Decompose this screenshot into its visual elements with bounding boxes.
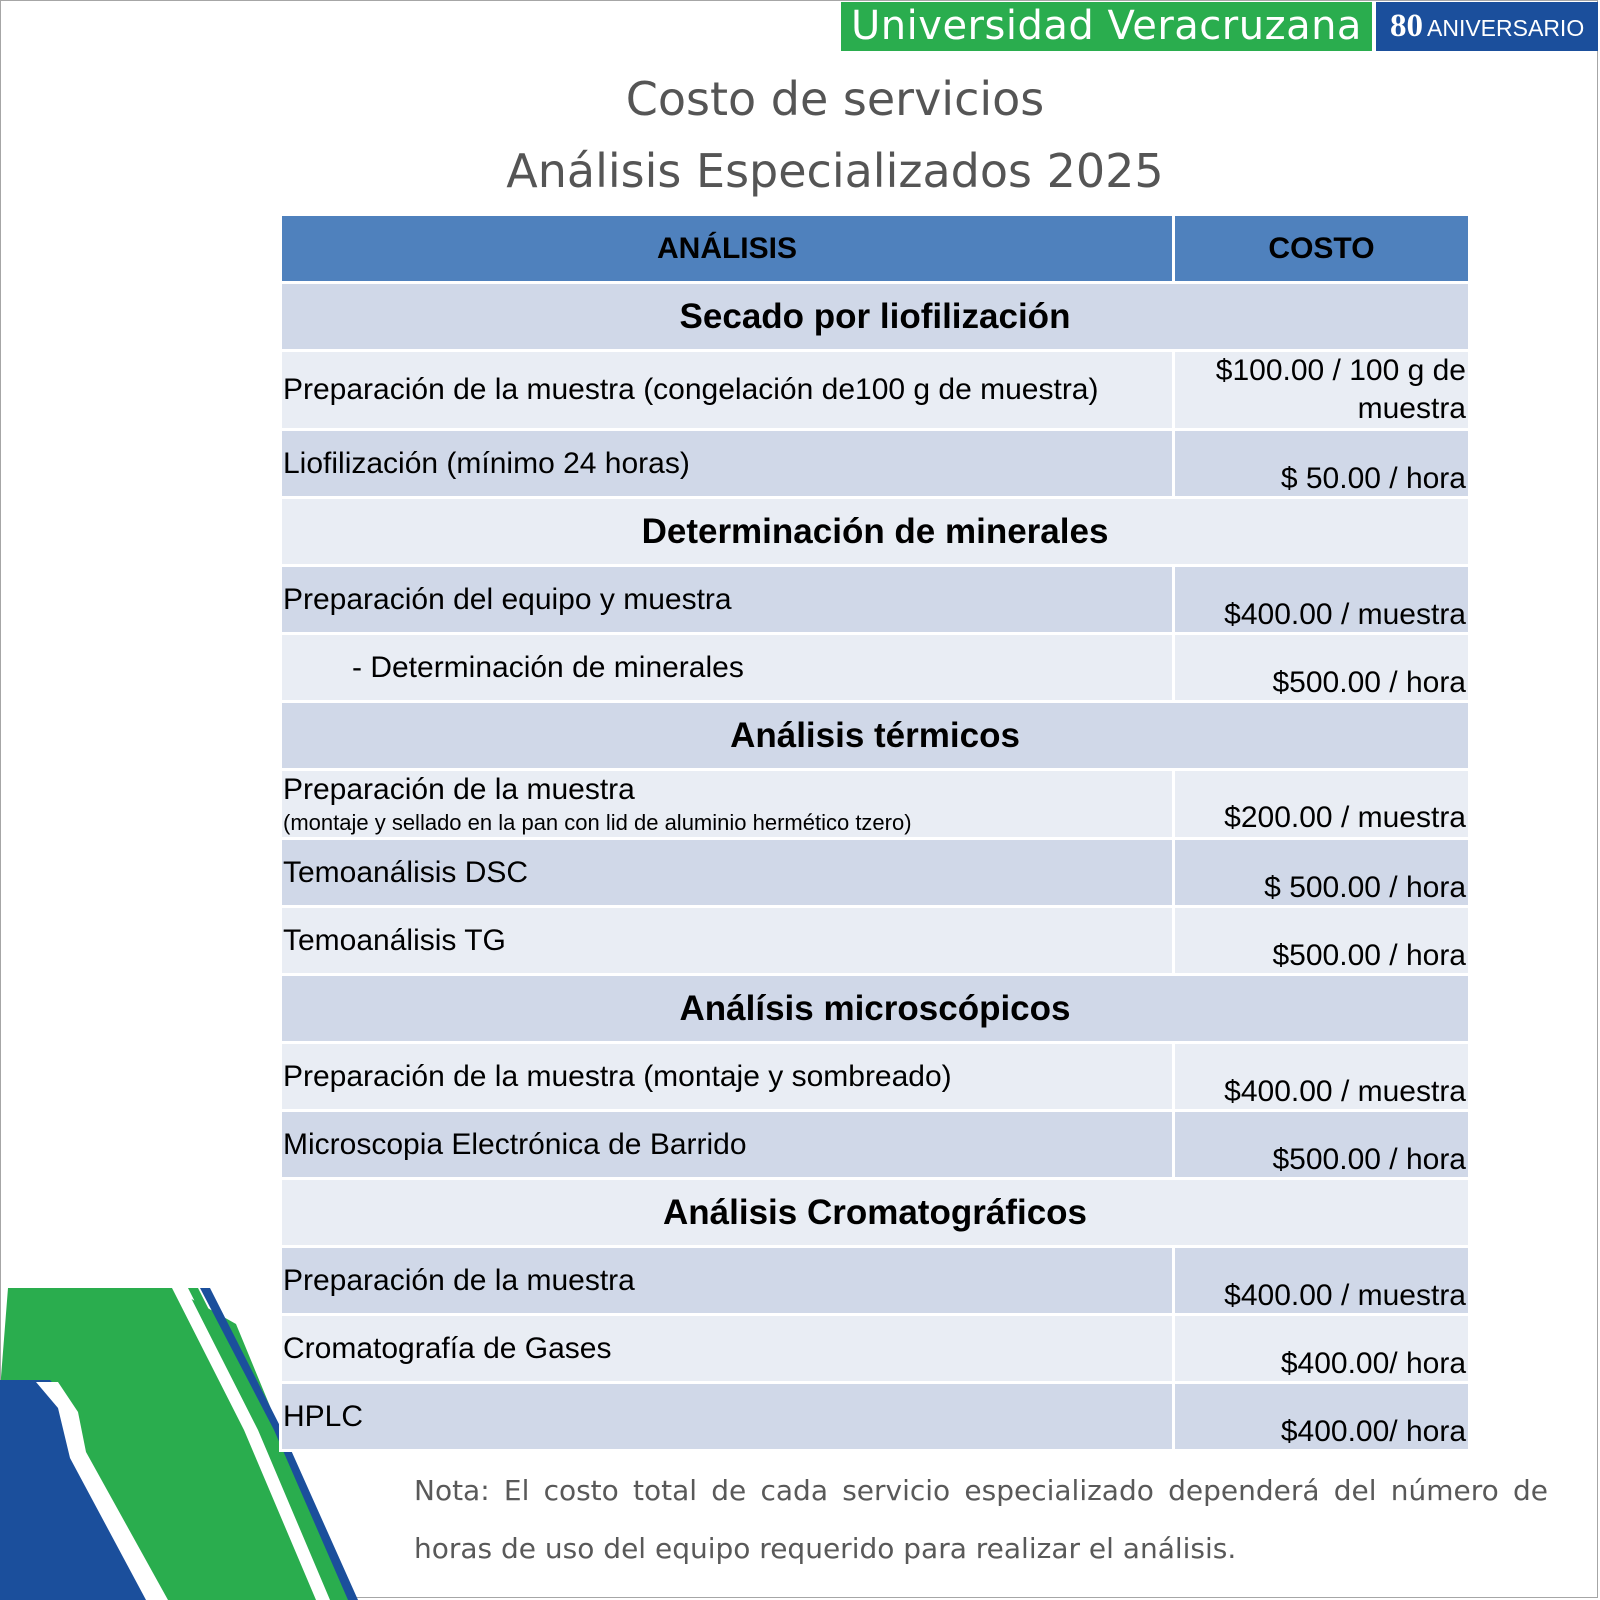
analysis-name [281,770,1174,839]
anniversary-number: 80 [1390,8,1423,44]
analysis-cost: $500.00 / hora [1174,907,1470,975]
analysis-name: Preparación de la muestra [281,1247,1174,1315]
analysis-name: Temoanálisis TG [281,907,1174,975]
anniversary-word: ANIVERSARIO [1427,15,1585,41]
analysis-cost: $100.00 / 100 g de muestra [1174,351,1470,430]
table-row [281,770,1470,839]
analysis-name: Liofilización (mínimo 24 horas) [281,430,1174,498]
analysis-cost: $200.00 / muestra [1174,770,1470,839]
column-header-analysis: ANÁLISIS [281,215,1174,283]
table-row [281,430,1470,498]
analysis-cost: $ 500.00 / hora [1174,839,1470,907]
analysis-name: - Determinación de minerales [281,634,1174,702]
analysis-name: Preparación de la muestra (montaje y sombreado) [281,1043,1174,1111]
analysis-name: Temoanálisis DSC [281,839,1174,907]
analysis-name-main: Preparación de la muestra [283,773,635,806]
section-header: Determinación de minerales [281,498,1470,566]
analysis-name: Preparación del equipo y muestra [281,566,1174,634]
table-row [281,634,1470,702]
analysis-cost: $400.00/ hora [1174,1315,1470,1383]
analysis-name: Preparación de la muestra (congelación de100 g de muestra) [281,351,1174,430]
table-row [281,907,1470,975]
section-header: Análisis térmicos [281,702,1470,770]
table-row [281,1383,1470,1451]
table-row [281,1247,1470,1315]
analysis-cost: $500.00 / hora [1174,1111,1470,1179]
analysis-cost: $400.00 / muestra [1174,1043,1470,1111]
section-header: Análisis Cromatográficos [281,1179,1470,1247]
analysis-name: Microscopia Electrónica de Barrido [281,1111,1174,1179]
table-row [281,839,1470,907]
table-row [281,566,1470,634]
analysis-name: Cromatografía de Gases [281,1315,1174,1383]
page-subtitle: Análisis Especializados 2025 [506,144,1164,198]
page-title: Costo de servicios [625,72,1045,126]
table-row [281,351,1470,430]
analysis-name-detail: (montaje y sellado en la pan con lid de aluminio hermético tzero) [283,810,912,835]
anniversary-badge [1376,2,1598,51]
column-header-cost: COSTO [1174,215,1470,283]
table-row [281,1111,1470,1179]
section-header: Secado por liofilización [281,283,1470,351]
analysis-cost: $ 50.00 / hora [1174,430,1470,498]
analysis-name: HPLC [281,1383,1174,1451]
analysis-cost: $400.00 / muestra [1174,566,1470,634]
analysis-cost: $400.00 / muestra [1174,1247,1470,1315]
analysis-cost: $500.00 / hora [1174,634,1470,702]
cost-table [279,213,1471,1452]
table-row [281,1315,1470,1383]
table-row [281,1043,1470,1111]
section-header: Análísis microscópicos [281,975,1470,1043]
analysis-cost: $400.00/ hora [1174,1383,1470,1451]
footnote: Nota: El costo total de cada servicio especializado dependerá del número de horas de uso del equipo requerido para realizar el análisis. [414,1474,1548,1565]
university-banner: Universidad Veracruzana [841,2,1372,51]
